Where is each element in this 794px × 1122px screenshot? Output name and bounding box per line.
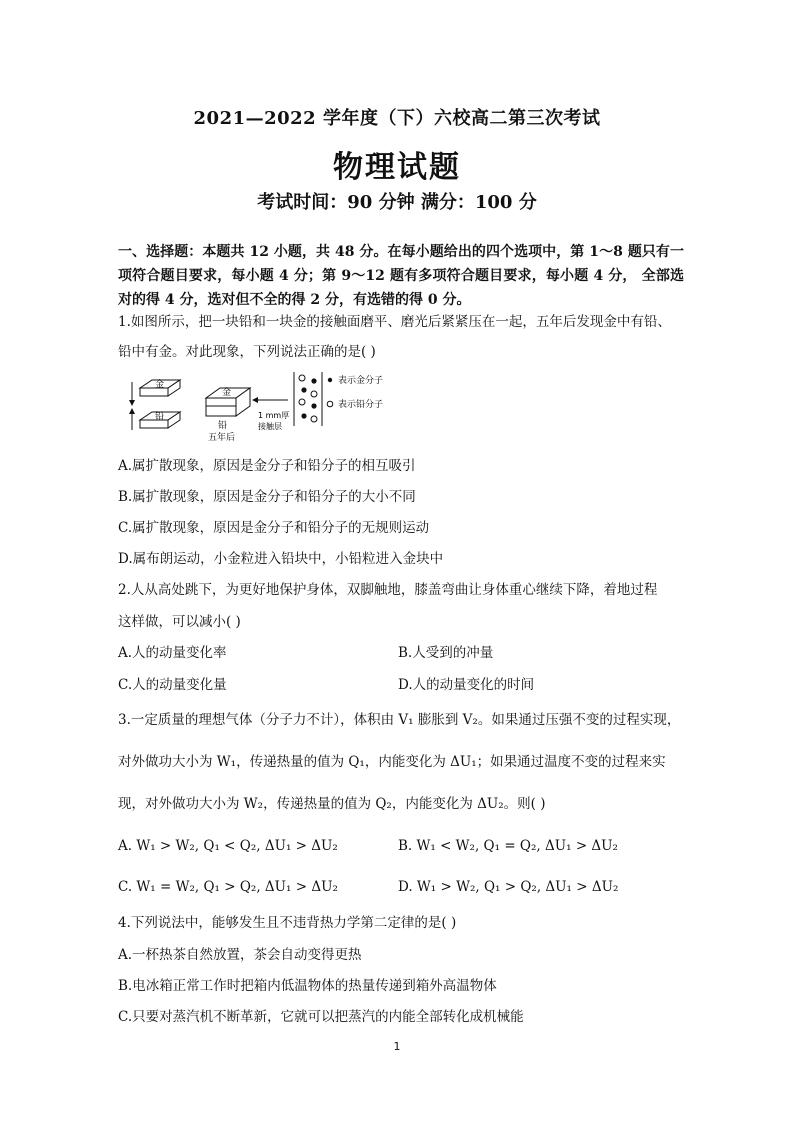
q1-option-d: D.属布朗运动，小金粒进入铅块中，小铅粒进入金块中 — [118, 551, 444, 567]
diffusion-figure — [118, 368, 418, 446]
section-instructions: 一、选择题：本题共 12 小题，共 48 分。在每小题给出的四个选项中，第 1～8 题只有一项符合题目要求，每小题 4 分；第 9～12 题有多项符合题目要求，每小题 4 分， 全部选对的得 4 分，选对但不全的得 2 分，有选错的得 0 分。 — [118, 244, 684, 308]
fig-gold2-label: 金 — [222, 388, 232, 398]
fig-layer-label-2: 接触层 — [258, 422, 282, 431]
q4-stem: 4.下列说法中，能够发生且不违背热力学第二定律的是( ) — [118, 915, 457, 931]
q2-stem-line1: 2.人从高处跳下，为更好地保护身体，双脚触地，膝盖弯曲让身体重心继续下降，着地过程 — [118, 582, 658, 598]
fig-lead-label: 铅 — [155, 412, 165, 422]
q2-stem-line2: 这样做，可以减小( ) — [118, 614, 241, 630]
q3-option-a: A. W₁ > W₂, Q₁ < Q₂, ΔU₁ > ΔU₂ — [118, 838, 338, 854]
fig-lead2-label: 铅 — [218, 421, 228, 431]
q2-option-a: A.人的动量变化率 — [118, 645, 227, 661]
q4-option-b: B.电冰箱正常工作时把箱内低温物体的热量传递到箱外高温物体 — [118, 978, 497, 994]
q1-option-a: A.属扩散现象，原因是金分子和铅分子的相互吸引 — [118, 458, 416, 474]
legend-lead-dot — [327, 401, 333, 407]
q1-option-b: B.属扩散现象，原因是金分子和铅分子的大小不同 — [118, 489, 416, 505]
q4-option-a: A.一杯热茶自然放置，茶会自动变得更热 — [118, 947, 362, 963]
legend-gold-label: 表示金分子 — [338, 376, 384, 386]
q3-stem-line3: 现，对外做功大小为 W₂，传递热量的值为 Q₂，内能变化为 ΔU₂。则( ) — [118, 796, 546, 812]
page-number: 1 — [393, 1040, 401, 1053]
fig-layer-label-1: 1 mm厚 — [258, 411, 290, 420]
exam-header-line: 2021—2022 学年度（下）六校高二第三次考试 — [193, 108, 601, 129]
q1-stem-line1: 1.如图所示，把一块铅和一块金的接触面磨平、磨光后紧紧压在一起，五年后发现金中有铅、 — [118, 314, 671, 330]
q1-option-c: C.属扩散现象，原因是金分子和铅分子的无规则运动 — [118, 520, 430, 536]
q2-option-b: B.人受到的冲量 — [398, 645, 494, 661]
q1-stem-line2: 铅中有金。对此现象，下列说法正确的是( ) — [118, 344, 376, 360]
q3-stem-line1: 3.一定质量的理想气体（分子力不计），体积由 V₁ 膨胀到 V₂。如果通过压强不变的过程实现， — [118, 712, 681, 728]
q2-option-d: D.人的动量变化的时间 — [398, 677, 535, 693]
q3-stem-line2: 对外做功大小为 W₁，传递热量的值为 Q₁，内能变化为 ΔU₁；如果通过温度不变的过程来实 — [118, 754, 666, 770]
subject-title: 物理试题 — [333, 150, 461, 185]
q2-option-c: C.人的动量变化量 — [118, 677, 227, 693]
q3-option-d: D. W₁ > W₂, Q₁ > Q₂, ΔU₁ > ΔU₂ — [398, 879, 619, 895]
legend-gold-dot — [328, 378, 332, 382]
fig-gold-label: 金 — [155, 380, 165, 390]
q3-option-b: B. W₁ < W₂, Q₁ = Q₂, ΔU₁ > ΔU₂ — [398, 838, 618, 854]
q3-option-c: C. W₁ = W₂, Q₁ > Q₂, ΔU₁ > ΔU₂ — [118, 879, 338, 895]
legend-lead-label: 表示铅分子 — [338, 400, 384, 410]
fig-five-years-label: 五年后 — [208, 433, 236, 443]
q4-option-c: C.只要对蒸汽机不断革新，它就可以把蒸汽的内能全部转化成机械能 — [118, 1009, 524, 1025]
exam-meta: 考试时间：90 分钟 满分：100 分 — [257, 192, 537, 213]
